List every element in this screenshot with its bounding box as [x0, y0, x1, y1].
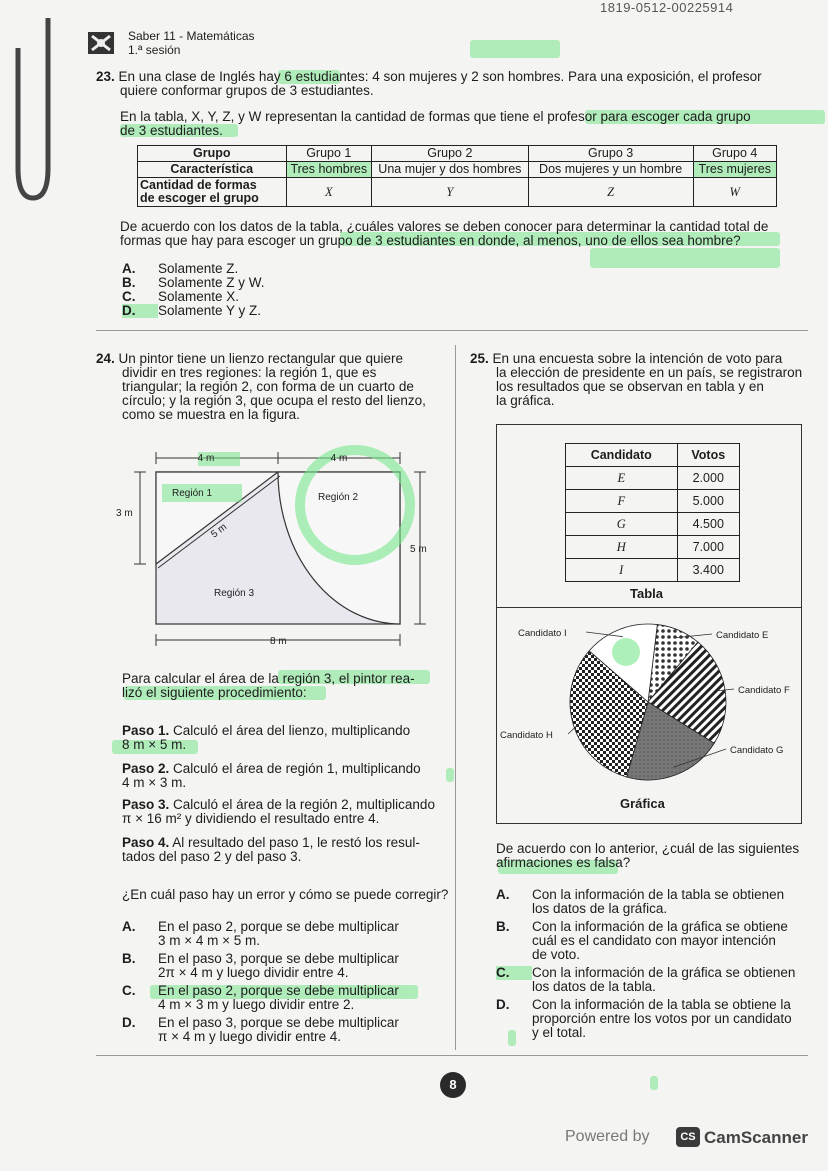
option-letter: D.: [122, 304, 158, 318]
table-header: Grupo 3: [528, 146, 693, 162]
q23-stem-line4: de 3 estudiantes.: [120, 123, 223, 138]
option-text: Con la información de la gráfica se obtiene: [532, 919, 788, 934]
option-letter: C.: [122, 983, 136, 998]
q25-stem-text: En una encuesta sobre la intención de voto para: [492, 351, 783, 366]
label-region1: Región 1: [172, 488, 213, 499]
q25-pie-chart: [498, 610, 800, 796]
step-text: Al resultado del paso 1, le restó los resul-: [172, 835, 420, 850]
dim-bottom: 8 m: [270, 636, 287, 647]
q24-step1-line2: 8 m × 5 m.: [122, 737, 187, 752]
q25-votes-table: [565, 443, 740, 582]
q24-option-b[interactable]: [122, 952, 399, 980]
chart-caption: Gráfica: [620, 796, 665, 811]
table-row: [138, 146, 777, 162]
dim-diagonal: 5 m: [209, 521, 230, 541]
table-row: [566, 559, 740, 582]
option-text: En el paso 3, porque se debe multiplicar: [158, 951, 399, 966]
option-text: π × 4 m y luego dividir entre 4.: [158, 1029, 342, 1044]
q23-option-a[interactable]: [122, 262, 238, 276]
table-cell-label2: de escoger el grupo: [140, 191, 259, 205]
table-cell: E: [566, 467, 678, 490]
q25-question-line1: De acuerdo con lo anterior, ¿cuál de las siguientes: [496, 841, 800, 856]
highlight-mark: [612, 638, 640, 666]
binder-clip-icon: [8, 8, 68, 208]
table-cell: Dos mujeres y un hombre: [528, 162, 693, 178]
option-text: Con la información de la gráfica se obtienen: [532, 965, 796, 980]
pie-label-g: Candidato G: [730, 745, 784, 756]
table-cell: W: [693, 178, 776, 207]
q25-stem-line3: los resultados que se observan en tabla y en: [496, 379, 764, 394]
pie-label-e: Candidato E: [716, 630, 769, 641]
option-text: los datos de la gráfica.: [532, 901, 668, 916]
option-text: En el paso 2, porque se debe multiplicar: [158, 983, 399, 998]
option-text: y el total.: [532, 1025, 587, 1040]
option-text: Solamente Y y Z.: [158, 303, 262, 318]
table-cell: I: [566, 559, 678, 582]
table-cell: Tres hombres: [286, 162, 371, 178]
q25-figure-divider: [496, 607, 802, 608]
q24-step4: [122, 836, 420, 850]
table-cell: 7.000: [677, 536, 739, 559]
q25-stem-line2: la elección de presidente en un país, se registraron: [496, 365, 803, 380]
q24-step1: [122, 724, 410, 738]
step-label: Paso 4.: [122, 835, 170, 850]
step-label: Paso 2.: [122, 761, 170, 776]
q25-option-a[interactable]: [496, 888, 784, 916]
table-header: Grupo 2: [372, 146, 529, 162]
pie-label-h: Candidato H: [500, 730, 553, 741]
q24-question: ¿En cuál paso hay un error y cómo se puede corregir?: [122, 887, 449, 902]
step-text: Calculó el área de región 1, multiplicando: [173, 761, 421, 776]
step-text: Calculó el área de la región 2, multiplicando: [173, 797, 435, 812]
option-text: 4 m × 3 m y luego dividir entre 2.: [158, 997, 355, 1012]
q23-option-d[interactable]: [122, 304, 261, 318]
table-row: [138, 178, 777, 207]
option-letter: A.: [122, 261, 136, 276]
option-letter: D.: [122, 1015, 136, 1030]
table-header: Grupo 4: [693, 146, 776, 162]
table-header: Grupo 1: [286, 146, 371, 162]
q24-step2-line2: 4 m × 3 m.: [122, 775, 187, 790]
q25-stem-line4: la gráfica.: [496, 393, 555, 408]
option-text: En el paso 2, porque se debe multiplicar: [158, 919, 399, 934]
table-cell: X: [286, 178, 371, 207]
header-session: 1.ª sesión: [128, 43, 181, 57]
option-text: Solamente Z.: [158, 261, 239, 276]
q24-intro-line1: Para calcular el área de la región 3, el pintor rea-: [122, 671, 415, 686]
option-letter: D.: [496, 997, 510, 1012]
table-cell: G: [566, 513, 678, 536]
q25-option-d[interactable]: [496, 998, 792, 1040]
powered-by-text: Powered by: [565, 1128, 650, 1145]
option-text: En el paso 3, porque se debe multiplicar: [158, 1015, 399, 1030]
option-letter: A.: [122, 919, 136, 934]
dim-top-left: 4 m: [197, 453, 215, 464]
q24-intro-line2: lizó el siguiente procedimiento:: [122, 685, 307, 700]
option-letter: C.: [122, 289, 136, 304]
table-row: [566, 444, 740, 467]
q24-option-c[interactable]: [122, 984, 399, 1012]
q25-option-b[interactable]: [496, 920, 788, 962]
divider: [96, 330, 808, 331]
q24-stem-line5: como se muestra en la figura.: [122, 407, 300, 422]
q23-question-line1: De acuerdo con los datos de la tabla, ¿cuáles valores se deben conocer para determinar la cantidad total de: [120, 219, 769, 234]
q24-stem-line2: dividir en tres regiones: la región 1, que es: [122, 365, 377, 380]
option-letter: B.: [122, 951, 136, 966]
q24-stem-line3: triangular; la región 2, con forma de un cuarto de: [122, 379, 414, 394]
pie-label-i: Candidato I: [518, 628, 567, 639]
option-text: Solamente Z y W.: [158, 275, 265, 290]
table-cell: Tres mujeres: [693, 162, 776, 178]
table-cell: 5.000: [677, 490, 739, 513]
table-row: [566, 536, 740, 559]
label-region3: Región 3: [214, 588, 255, 599]
q23-question-line2: formas que hay para escoger un grupo de 3 estudiantes en donde, al menos, uno de ellos sea hombre?: [120, 233, 741, 248]
q25-number: 25.: [470, 351, 489, 366]
table-cell: Z: [528, 178, 693, 207]
option-letter: B.: [496, 919, 510, 934]
q24-number: 24.: [96, 351, 115, 366]
table-cell: 3.400: [677, 559, 739, 582]
q23-number: 23.: [96, 69, 115, 84]
table-cell: 4.500: [677, 513, 739, 536]
dim-top-right: 4 m: [330, 453, 348, 464]
q23-stem-text1: En una clase de Inglés hay 6 estudiantes: 4 son mujeres y 2 son hombres. Para una exposición, el profesor: [118, 69, 762, 84]
q25-stem-line1: [470, 352, 810, 366]
table-caption: Tabla: [630, 586, 663, 601]
header-title: Saber 11 - Matemáticas: [128, 29, 255, 43]
saber-logo-icon: [86, 28, 116, 56]
q24-canvas-figure: [110, 440, 440, 655]
option-text: cuál es el candidato con mayor intención: [532, 933, 776, 948]
option-text: Con la información de la tabla se obtienen: [532, 887, 785, 902]
q25-option-c[interactable]: [496, 966, 795, 994]
table-row: [566, 513, 740, 536]
q23-table: [137, 145, 777, 207]
table-cell: Característica: [138, 162, 287, 178]
camscanner-brand: CamScanner: [704, 1128, 808, 1147]
table-cell: H: [566, 536, 678, 559]
table-cell: Y: [372, 178, 529, 207]
q24-step3: [122, 798, 435, 812]
q23-option-c[interactable]: [122, 290, 239, 304]
q23-stem-line2: quiere conformar grupos de 3 estudiantes.: [120, 83, 374, 98]
table-header: Grupo: [138, 146, 287, 162]
q24-option-d[interactable]: [122, 1016, 399, 1044]
table-cell: 2.000: [677, 467, 739, 490]
q23-stem-line1: [96, 70, 808, 84]
q23-stem-line3: En la tabla, X, Y, Z, y W representan la cantidad de formas que tiene el profesor para escoger cada grupo: [120, 109, 751, 124]
table-row: [138, 162, 777, 178]
option-letter: C.: [496, 966, 532, 980]
step-label: Paso 3.: [122, 797, 170, 812]
dim-right: 5 m: [410, 544, 427, 555]
option-text: Con la información de la tabla se obtiene la: [532, 997, 791, 1012]
dim-left: 3 m: [116, 508, 133, 519]
page-number: 8: [440, 1072, 466, 1098]
column-divider: [455, 345, 456, 1050]
step-label: Paso 1.: [122, 723, 170, 738]
option-text: de voto.: [532, 947, 581, 962]
pie-label-f: Candidato F: [738, 685, 790, 696]
document-code: 1819-0512-00225914: [600, 0, 734, 15]
option-text: 2π × 4 m y luego dividir entre 4.: [158, 965, 349, 980]
table-header: Candidato: [566, 444, 678, 467]
q24-stem-text: Un pintor tiene un lienzo rectangular que quiere: [118, 351, 403, 366]
option-letter: B.: [122, 275, 136, 290]
q24-step4-line2: tados del paso 2 y del paso 3.: [122, 849, 302, 864]
option-text: 3 m × 4 m × 5 m.: [158, 933, 261, 948]
table-row: [566, 490, 740, 513]
table-cell-label1: Cantidad de formas: [140, 178, 257, 192]
q24-stem-line4: círculo; y la región 3, que ocupa el resto del lienzo,: [122, 393, 426, 408]
table-cell: Una mujer y dos hombres: [372, 162, 529, 178]
option-text: Solamente X.: [158, 289, 240, 304]
q23-option-b[interactable]: [122, 276, 265, 290]
q24-step2: [122, 762, 421, 776]
divider: [96, 1055, 808, 1056]
table-cell: F: [566, 490, 678, 513]
q24-option-a[interactable]: [122, 920, 399, 948]
table-row: [566, 467, 740, 490]
option-text: proporción entre los votos por un candidato: [532, 1011, 792, 1026]
step-text: Calculó el área del lienzo, multiplicando: [173, 723, 411, 738]
label-region2: Región 2: [318, 492, 359, 503]
option-text: los datos de la tabla.: [532, 979, 656, 994]
camscanner-icon: CS: [676, 1127, 700, 1147]
option-letter: A.: [496, 887, 510, 902]
q24-step3-line2: π × 16 m² y dividiendo el resultado entre 4.: [122, 811, 380, 826]
q24-stem-line1: [96, 352, 446, 366]
table-header: Votos: [677, 444, 739, 467]
q25-question-line2: afirmaciones es falsa?: [496, 855, 631, 870]
table-cell: [138, 178, 287, 207]
